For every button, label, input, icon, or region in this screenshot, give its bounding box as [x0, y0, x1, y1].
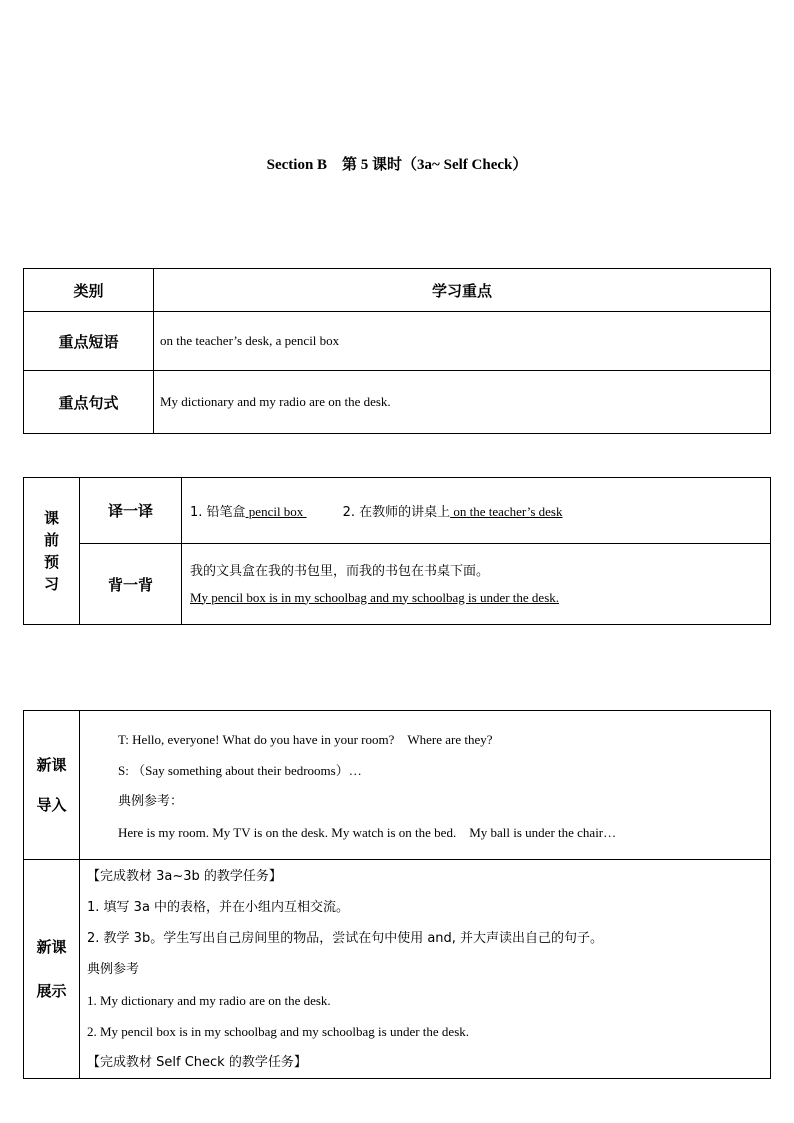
intro-line: 典例参考：	[118, 794, 184, 809]
recite-content	[182, 544, 771, 625]
show-line: 【完成教材 3a~3b 的教学任务】	[87, 869, 282, 884]
label-char: 习	[43, 575, 59, 593]
show-line: 1. My dictionary and my radio are on the desk.	[87, 993, 331, 1008]
recite-row	[24, 544, 771, 625]
label-line: 新课	[36, 938, 67, 956]
show-line: 1. 填写 3a 中的表格，并在小组内互相交流。	[87, 900, 350, 915]
preview-section-label	[24, 478, 80, 625]
row-label: 重点短语	[24, 312, 154, 371]
label-char: 课	[43, 509, 59, 527]
translate-label: 译一译	[80, 478, 182, 544]
label-line: 新课	[36, 756, 67, 774]
translate-row	[24, 478, 771, 544]
preview-table	[23, 477, 771, 625]
row-content: My dictionary and my radio are on the desk.	[154, 371, 771, 434]
translate-item-2: 2. 在教师的讲桌上	[342, 505, 451, 520]
label-line: 展示	[36, 982, 67, 1000]
translate-answer-2: on the teacher’s desk	[450, 504, 563, 519]
label-char: 前	[43, 531, 59, 549]
row-content: on the teacher’s desk, a pencil box	[154, 312, 771, 371]
recite-english: My pencil box is in my schoolbag and my schoolbag is under the desk.	[190, 589, 560, 605]
row-label: 重点句式	[24, 371, 154, 434]
intro-label	[24, 711, 80, 860]
key-points-table	[23, 268, 771, 434]
show-row	[24, 860, 771, 1079]
translate-content	[182, 478, 771, 544]
translate-item-1: 1. 铅笔盒	[190, 505, 246, 520]
table-row	[24, 371, 771, 434]
show-line: 【完成教材 Self Check 的教学任务】	[87, 1055, 307, 1070]
page-title: Section B 第 5 课时（3a~ Self Check）	[266, 157, 528, 173]
intro-content	[80, 711, 771, 860]
show-line: 2. My pencil box is in my schoolbag and my schoolbag is under the desk.	[87, 1024, 470, 1039]
intro-line: S: （Say something about their bedrooms）…	[118, 763, 362, 778]
recite-chinese: 我的文具盒在我的书包里，而我的书包在书桌下面。	[190, 563, 490, 579]
show-content	[80, 860, 771, 1079]
show-line: 2. 教学 3b。学生写出自己房间里的物品，尝试在句中使用 and, 并大声读出自己的句子。	[87, 931, 604, 946]
table-row	[24, 312, 771, 371]
new-lesson-table	[23, 710, 771, 1079]
translate-answer-1: pencil box	[245, 504, 307, 519]
intro-line: T: Hello, everyone! What do you have in your room? Where are they?	[118, 732, 493, 747]
intro-line: Here is my room. My TV is on the desk. My watch is on the bed. My ball is under the chair…	[118, 825, 617, 840]
label-char: 预	[43, 553, 59, 571]
table-header-row	[24, 269, 771, 312]
label-line: 导入	[36, 796, 67, 814]
show-line: 典例参考	[87, 962, 140, 977]
intro-row	[24, 711, 771, 860]
recite-label: 背一背	[80, 544, 182, 625]
header-focus: 学习重点	[154, 269, 771, 312]
header-category: 类别	[24, 269, 154, 312]
show-label	[24, 860, 80, 1079]
